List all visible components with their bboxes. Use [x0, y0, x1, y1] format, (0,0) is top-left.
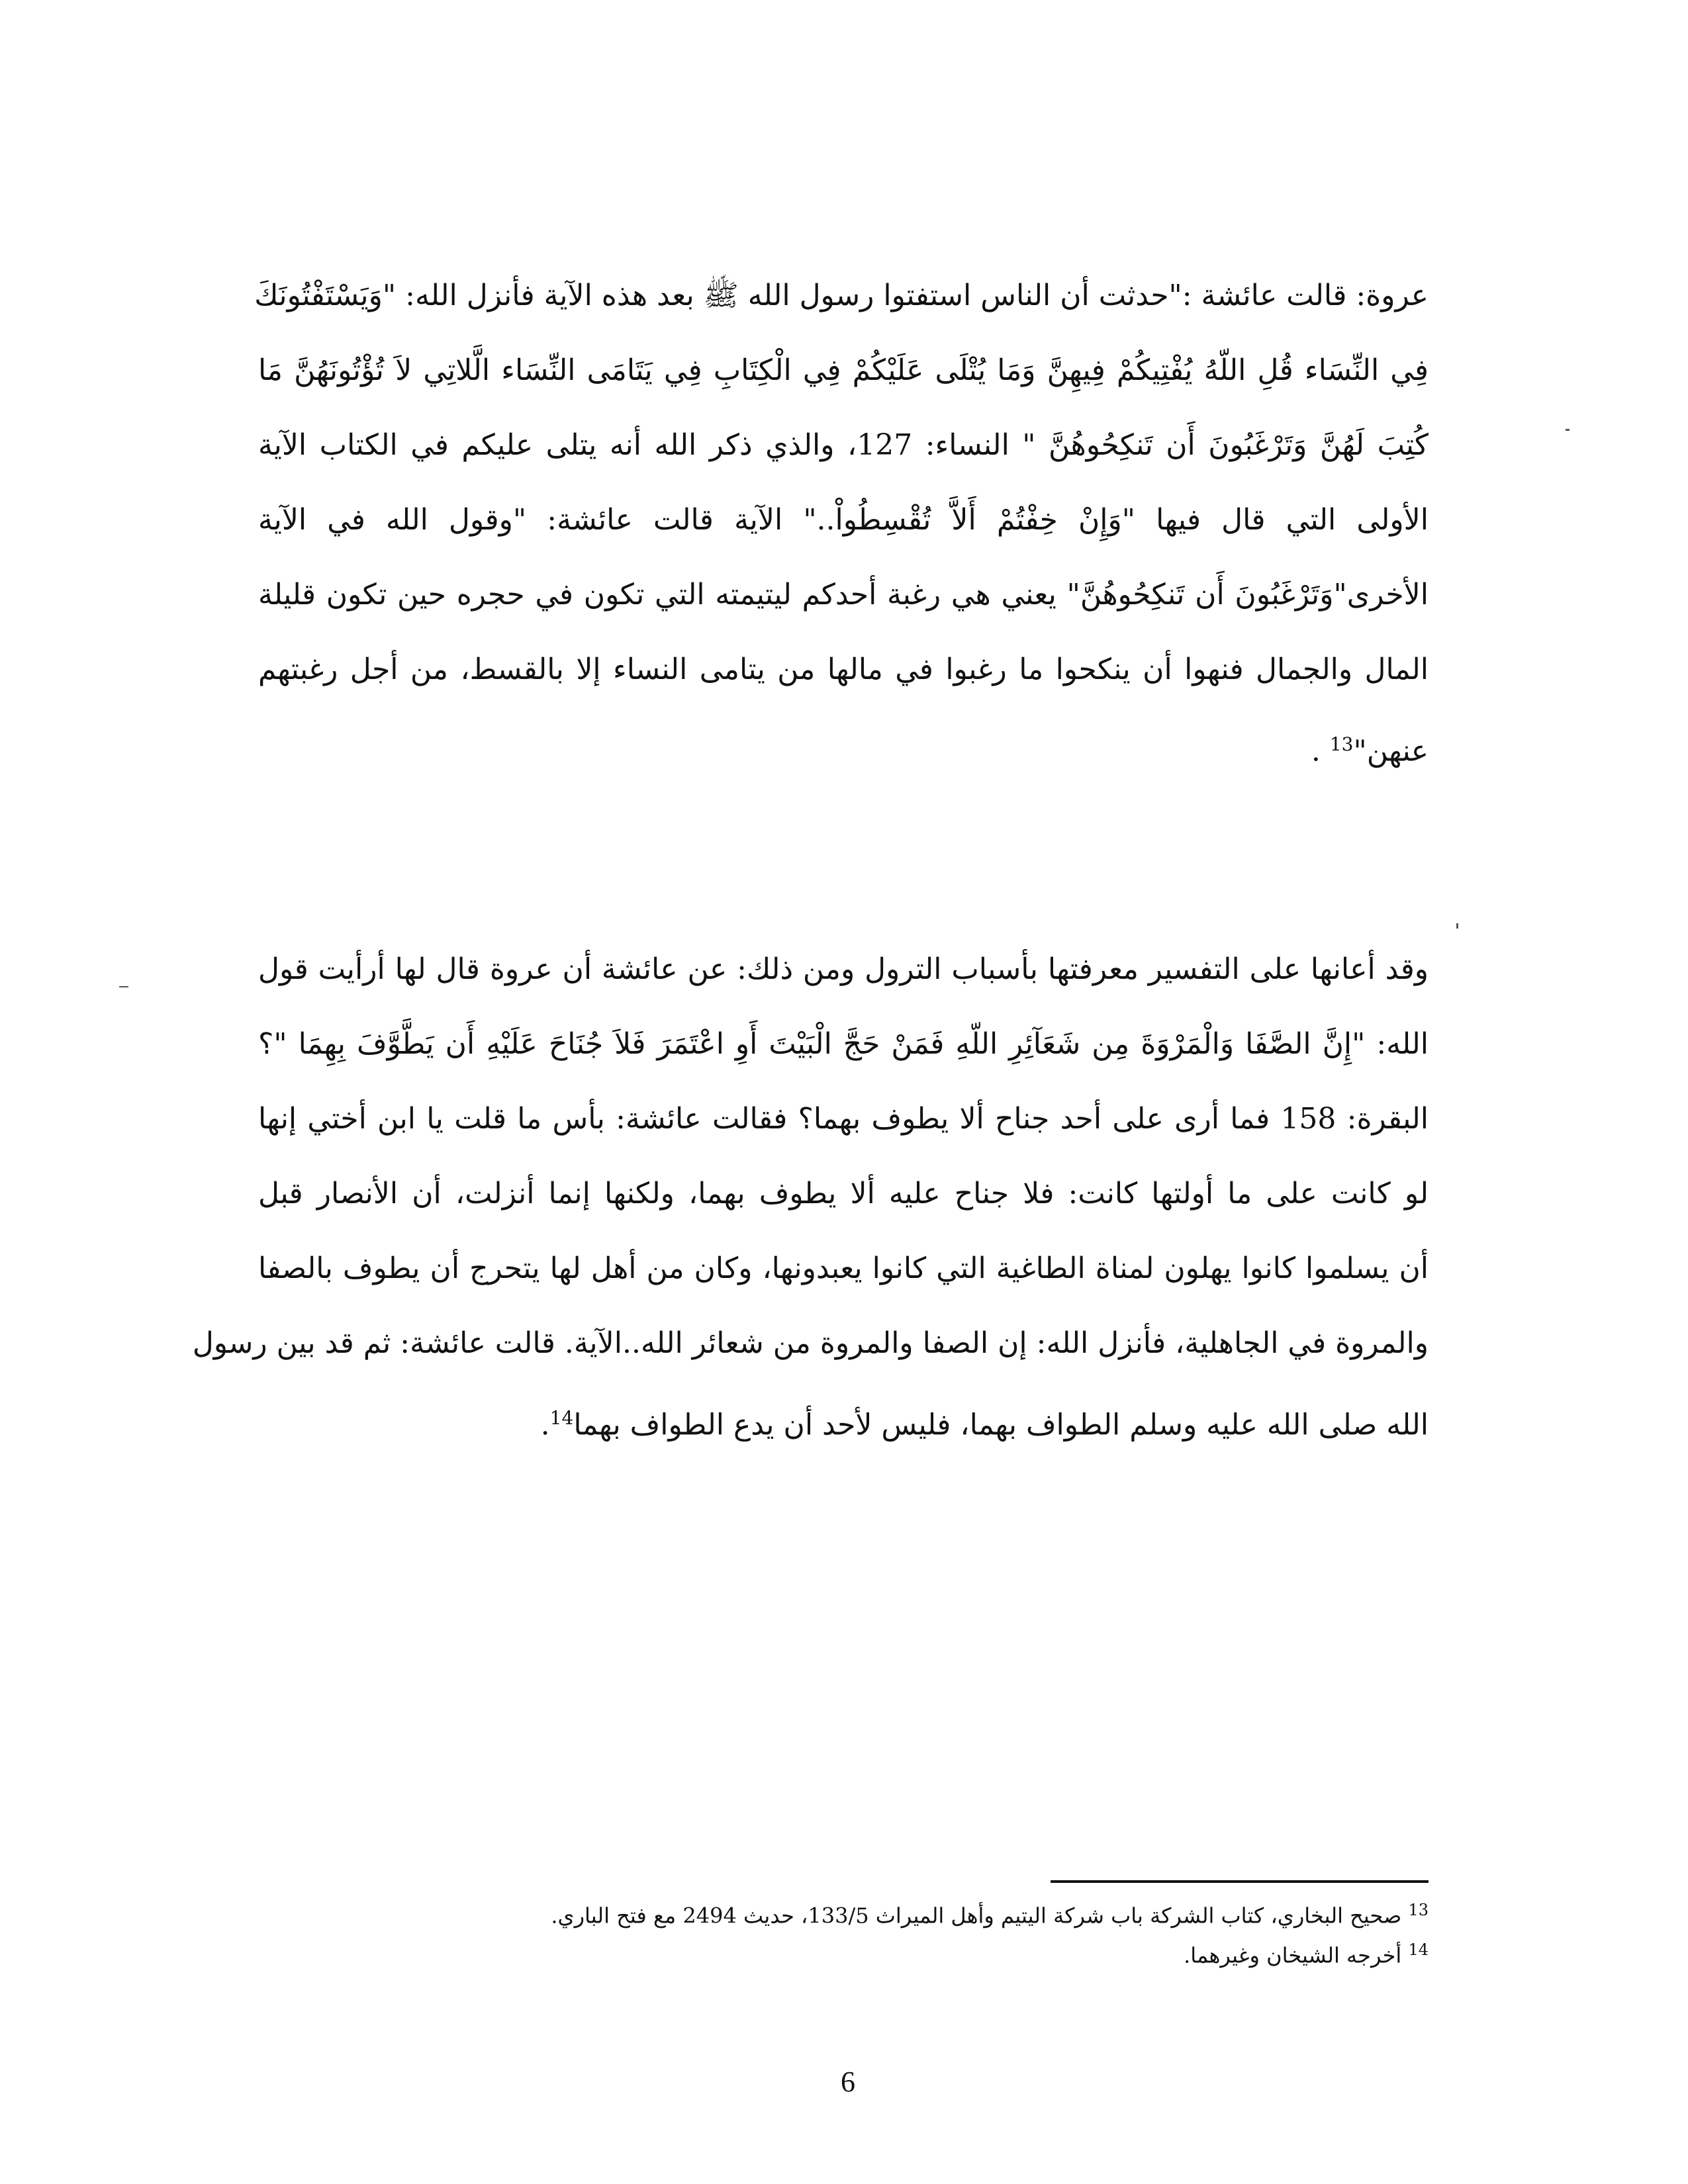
- footnote-ref-13[interactable]: 13: [1329, 733, 1354, 755]
- text-line: عروة: قالت عائشة :"حدثت أن الناس استفتوا رسول الله ﷺ بعد هذه الآية فأنزل الله: "وَيَسْتَفْتُونَكَ: [254, 279, 1429, 312]
- footnote-text: صحيح البخاري، كتاب الشركة باب شركة اليتيم وأهل الميراث 133/5، حديث 2494 مع فتح الباري.: [551, 1903, 1402, 1929]
- text-line: الأخرى"وَتَرْغَبُونَ أَن تَنكِحُوهُنَّ" يعني هي رغبة أحدكم ليتيمته التي تكون في حجره حين تكون قليلة: [258, 578, 1429, 612]
- text-line: وقد أعانها على التفسير معرفتها بأسباب الترول ومن ذلك: عن عائشة أن عروة قال لها أرأيت قول: [258, 952, 1429, 986]
- footnote-number: 14: [1408, 1940, 1429, 1959]
- text: الله صلى الله عليه وسلم الطواف بهما، فليس لأحد أن يدع الطواف بهما: [573, 1408, 1429, 1442]
- footnote-number: 13: [1408, 1901, 1429, 1919]
- scan-speck: [1456, 923, 1458, 929]
- text-line: الأولى التي قال فيها "وَإِنْ خِفْتُمْ أَلاَّ تُقْسِطُواْ.." الآية قالت عائشة: "وقول الله في الآية: [258, 503, 1429, 537]
- period: .: [540, 1408, 550, 1442]
- footnote-14: [1184, 1940, 1429, 1968]
- paragraph-1: [254, 258, 1429, 782]
- text-line: أن يسلموا كانوا يهلون لمناة الطاغية التي كانوا يعبدونها، وكان من أهل لها يتحرج أن يطوف بالصفا: [258, 1251, 1429, 1285]
- text-line: الله: "إِنَّ الصَّفَا وَالْمَرْوَةَ مِن شَعَآئِرِ اللّهِ فَمَنْ حَجَّ الْبَيْتَ أَوِ اعْتَمَرَ فَلاَ جُنَاحَ عَلَيْهِ أَن يَطَّوَّفَ بِهِمَا "؟: [258, 1027, 1429, 1061]
- period: .: [1311, 734, 1321, 768]
- text-line: المال والجمال فنهوا أن ينكحوا ما رغبوا في مالها من يتامى النساء إلا بالقسط، من أجل رغبتهم: [258, 653, 1429, 686]
- text-line: البقرة: 158 فما أرى على أحد جناح ألا يطوف بهما؟ فقالت عائشة: بأس ما قلت يا ابن أختي إنها: [258, 1102, 1429, 1136]
- text-line-last: [258, 707, 1429, 782]
- text-line: كُتِبَ لَهُنَّ وَتَرْغَبُونَ أَن تَنكِحُوهُنَّ " النساء: 127، والذي ذكر الله أنه يتلى عليكم في الكتاب الآية: [258, 428, 1429, 462]
- footnote-ref-14[interactable]: 14: [549, 1407, 574, 1429]
- scan-speck: [1566, 429, 1570, 431]
- footnote-text: أخرجه الشيخان وغيرهما.: [1184, 1942, 1402, 1968]
- footnote-13: [551, 1901, 1429, 1929]
- footnote-separator: [1051, 1880, 1429, 1883]
- text-line-last: [258, 1381, 1429, 1455]
- scan-speck: [119, 986, 128, 987]
- text: عنهن": [1353, 734, 1429, 768]
- text-line: لو كانت على ما أولتها كانت: فلا جناح عليه ألا يطوف بهما، ولكنها إنما أنزلت، أن الأنصار قبل: [258, 1177, 1429, 1210]
- paragraph-2: [192, 932, 1429, 1455]
- text-line: والمروة في الجاهلية، فأنزل الله: إن الصفا والمروة من شعائر الله..الآية. قالت عائشة: ثم قد بين رسول: [192, 1326, 1429, 1360]
- text-line: فِي النِّسَاء قُلِ اللّهُ يُفْتِيكُمْ فِيهِنَّ وَمَا يُتْلَى عَلَيْكُمْ فِي الْكِتَابِ فِي يَتَامَى النِّسَاء الَّلاتِي لاَ تُؤْتُونَهُنَّ مَا: [258, 353, 1429, 387]
- page-number: 6: [841, 2066, 855, 2098]
